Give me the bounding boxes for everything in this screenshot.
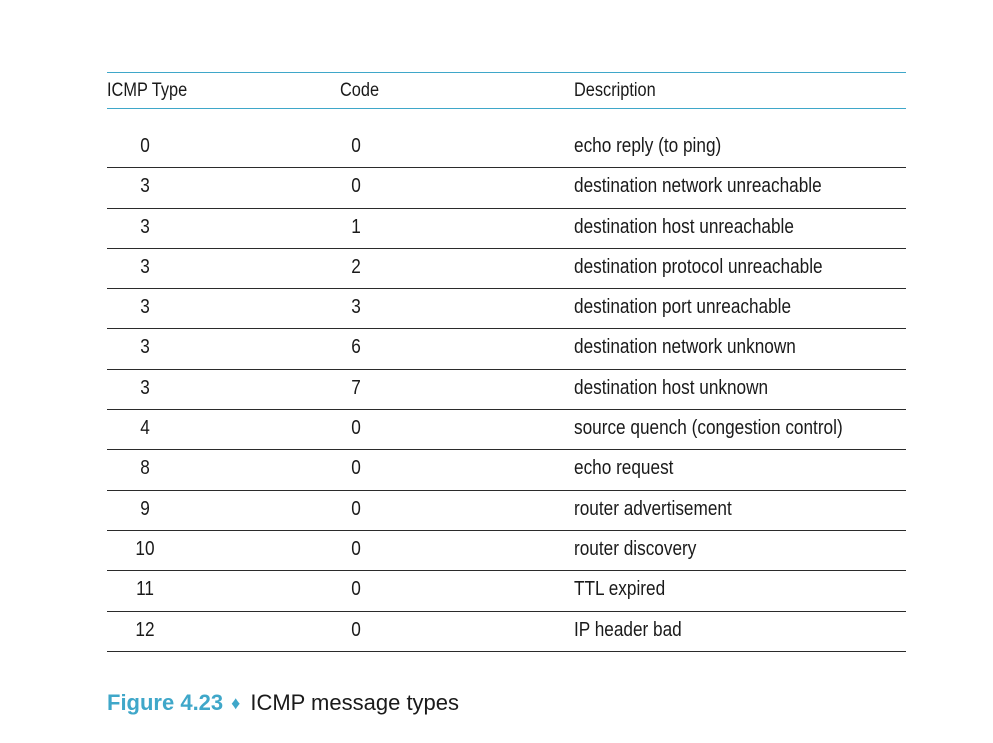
cell-type: 3	[140, 175, 150, 198]
cell-type: 11	[136, 578, 154, 601]
cell-type: 3	[140, 376, 150, 399]
cell-type: 3	[140, 255, 150, 278]
cell-description: destination port unreachable	[574, 296, 792, 319]
cell-code: 0	[351, 417, 361, 440]
table-row	[107, 450, 906, 490]
cell-description: destination host unknown	[574, 376, 769, 399]
table-body	[107, 128, 906, 652]
cell-type: 0	[140, 135, 150, 157]
table-row	[107, 329, 906, 369]
cell-code: 1	[351, 215, 361, 238]
cell-type: 8	[140, 457, 150, 480]
cell-type: 3	[140, 296, 150, 319]
table-row	[107, 128, 906, 168]
cell-type: 10	[135, 537, 155, 560]
cell-description: destination host unreachable	[574, 215, 794, 238]
figure-caption	[107, 690, 459, 716]
table-header-row	[107, 73, 906, 109]
cell-code: 0	[351, 457, 361, 480]
table-row	[107, 491, 906, 531]
icmp-table	[107, 72, 906, 652]
cell-code: 6	[351, 336, 361, 359]
cell-description: destination network unknown	[574, 336, 796, 359]
figure-label: Figure 4.23	[107, 690, 224, 715]
cell-code: 0	[351, 135, 361, 157]
table-row	[107, 531, 906, 571]
header-code: Code	[340, 80, 380, 101]
diamond-icon: ♦	[231, 693, 241, 713]
cell-type: 3	[140, 215, 150, 238]
cell-description: IP header bad	[574, 618, 682, 641]
cell-description: TTL expired	[574, 578, 666, 601]
cell-description: echo reply (to ping)	[574, 135, 722, 157]
table-row	[107, 209, 906, 249]
header-description: Description	[574, 80, 656, 101]
cell-code: 0	[351, 537, 361, 560]
cell-code: 7	[351, 376, 361, 399]
cell-code: 0	[351, 578, 361, 601]
cell-code: 0	[351, 618, 361, 641]
table-row	[107, 289, 906, 329]
table-row	[107, 168, 906, 208]
cell-description: router discovery	[574, 537, 697, 560]
cell-type: 12	[135, 618, 155, 641]
cell-code: 2	[351, 255, 361, 278]
table-row	[107, 571, 906, 611]
cell-type: 3	[140, 336, 150, 359]
cell-type: 9	[140, 497, 150, 520]
table-row	[107, 249, 906, 289]
cell-code: 3	[351, 296, 361, 319]
cell-description: destination protocol unreachable	[574, 255, 823, 278]
figure-title: ICMP message types	[250, 690, 460, 715]
cell-description: source quench (congestion control)	[574, 417, 843, 440]
cell-description: destination network unreachable	[574, 175, 822, 198]
cell-type: 4	[140, 417, 150, 440]
cell-description: router advertisement	[574, 497, 732, 520]
table-row	[107, 612, 906, 652]
cell-code: 0	[351, 497, 361, 520]
header-icmp-type: ICMP Type	[107, 80, 188, 101]
table-row	[107, 410, 906, 450]
table-row	[107, 370, 906, 410]
cell-description: echo request	[574, 457, 674, 480]
cell-code: 0	[351, 175, 361, 198]
